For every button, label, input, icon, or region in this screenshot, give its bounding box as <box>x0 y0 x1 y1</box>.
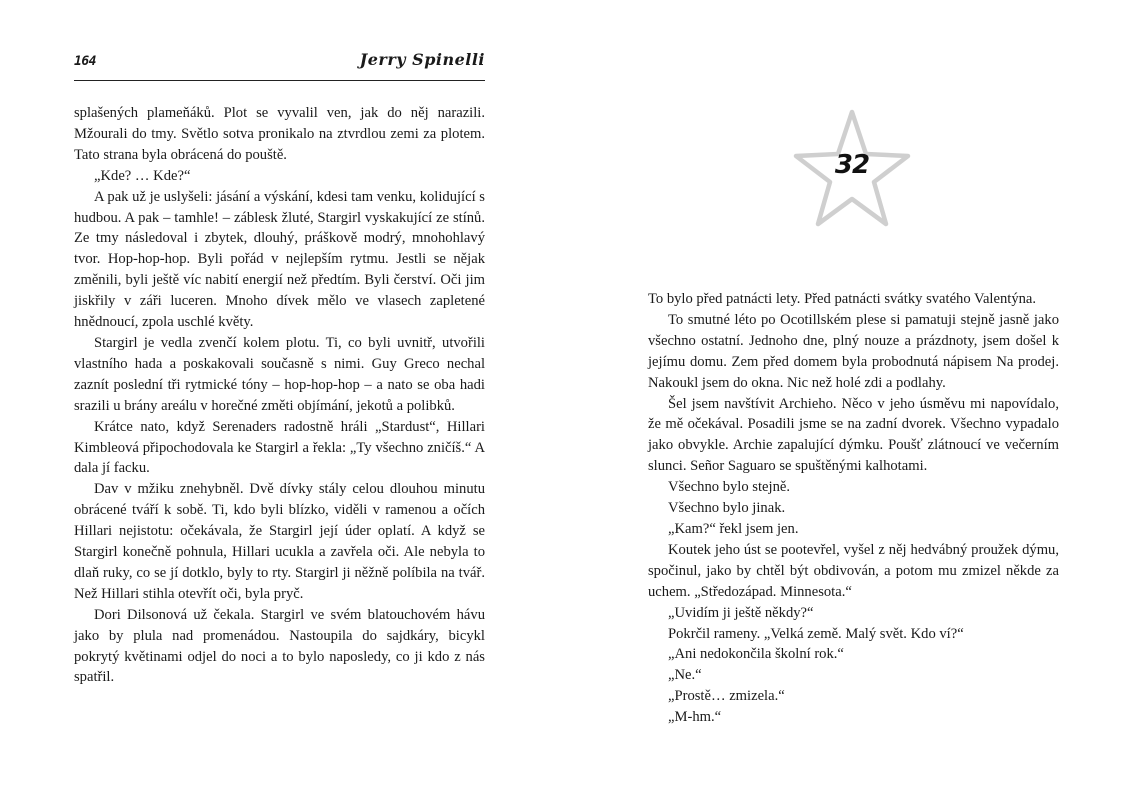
paragraph: Krátce nato, když Serenaders radostně hráli „Stardust“, Hillari Kimbleová připochodovala ke Stargirl a řekla: „Ty všechno zničíš.“ A dala jí facku. <box>74 418 485 477</box>
paragraph: Pokrčil rameny. „Velká země. Malý svět. Kdo ví?“ <box>668 625 964 642</box>
paragraph: „Kde? … Kde?“ <box>94 167 191 184</box>
right-page <box>566 0 1132 800</box>
paragraph: „M-hm.“ <box>668 709 722 726</box>
paragraph: „Ne.“ <box>668 667 702 684</box>
paragraph: A pak už je uslyšeli: jásání a výskání, kdesi tam venku, kolidující s hudbou. A pak – tamhle! – záblesk žluté, Stargirl vyskakující ze stínů. Ze tmy následoval i zbytek, dlouhý, práškově modrý, mnohohlavý tvor. Hop-hop-hop. Byli pořád v nejlepším rytmu. Jestli se nějak změnili, byli ještě víc nabití energií než předtím. Byli čerství. Oči jim jiskřily v záři luceren. Mnoho dívek mělo ve vlasech zapletené hnědnoucí, zpola uschlé květy. <box>74 188 485 331</box>
paragraph: To bylo před patnácti lety. Před patnácti svátky svatého Valentýna. <box>648 291 1037 307</box>
paragraph: Všechno bylo stejně. <box>668 479 790 496</box>
page-header <box>74 50 485 81</box>
paragraph: „Kam?“ řekl jsem jen. <box>668 520 799 537</box>
paragraph: „Uvidím ji ještě někdy?“ <box>668 604 814 621</box>
paragraph: „Ani nedokončila školní rok.“ <box>668 646 844 663</box>
paragraph: Dav v mžiku znehybněl. Dvě dívky stály celou dlouhou minutu obrácené tváří k sobě. Ti, kdo byli blízko, viděli v ramenou a očích Hillari nejistotu: očekávala, že Stargirl její úder oplatí. A když se Stargirl konečně pohnula, Hillari ucukla a zavřela oči. Ale nebyla to dlaň ruky, co se jí dotklo, byly to rty. Stargirl ji něžně políbila na tvář. Než Hillari stihla otevřít oči, byla pryč. <box>74 481 485 602</box>
right-page-text <box>648 289 1059 728</box>
paragraph: Dori Dilsonová už čekala. Stargirl ve svém blatouchovém hávu jako by plula nad promenádou. Nastoupila do sajdkáry, bicykl pokrytý květinami odjel do noci a to bylo naposledy, co ji kdo z nás spatřil. <box>74 606 485 686</box>
page-number: 164 <box>74 54 96 69</box>
paragraph: To smutné léto po Ocotillském plese si pamatuji stejně jasně jako všechno ostatní. Jednoho dne, plný nouze a prázdnoty, jsem došel k jejímu domu. Zem před domem byla probodnutá nápisem Na prodej. Nakoukl jsem do okna. Nic než holé zdi a podlahy. <box>648 311 1059 391</box>
paragraph: splašených plameňáků. Plot se vyvalil ven, jak do něj narazili. Mžourali do tmy. Světlo sotva pronikalo na ztvrdlou zemi za plotem. Tato strana byla obrácená do pouště. <box>74 105 485 163</box>
paragraph: Stargirl je vedla zvenčí kolem plotu. Ti, co byli uvnitř, utvořili vlastního hada a poskakovali současně s nimi. Guy Greco nechal zaznít poslední tři rytmické tóny – hop-hop-hop – a nato se oba hadi srazili u brány areálu v horečné změti objímání, jekotů a polibků. <box>74 334 485 414</box>
paragraph: Koutek jeho úst se pootevřel, vyšel z něj hedvábný proužek dýmu, spočinul, jako by chtěl být obdivován, a potom mu zmizel někde za uchem. „Středozápad. Minnesota.“ <box>648 541 1059 600</box>
paragraph: Všechno bylo jinak. <box>668 500 786 517</box>
chapter-number: 32 <box>834 150 870 180</box>
running-head-author: Jerry Spinelli <box>359 50 485 69</box>
paragraph: Šel jsem navštívit Archieho. Něco v jeho úsměvu mi napovídalo, že mě očekával. Posadili jsme se na zadní dvorek. Všechno vypadalo jako obvykle. Archie zapalující dýmku. Poušť zlátnoucí ve večerním slunci. Señor Saguaro se spuštěnými kalhotami. <box>648 395 1059 475</box>
paragraph: „Prostě… zmizela.“ <box>668 688 785 705</box>
left-page-text <box>74 103 485 688</box>
chapter-star-mark <box>790 106 914 230</box>
